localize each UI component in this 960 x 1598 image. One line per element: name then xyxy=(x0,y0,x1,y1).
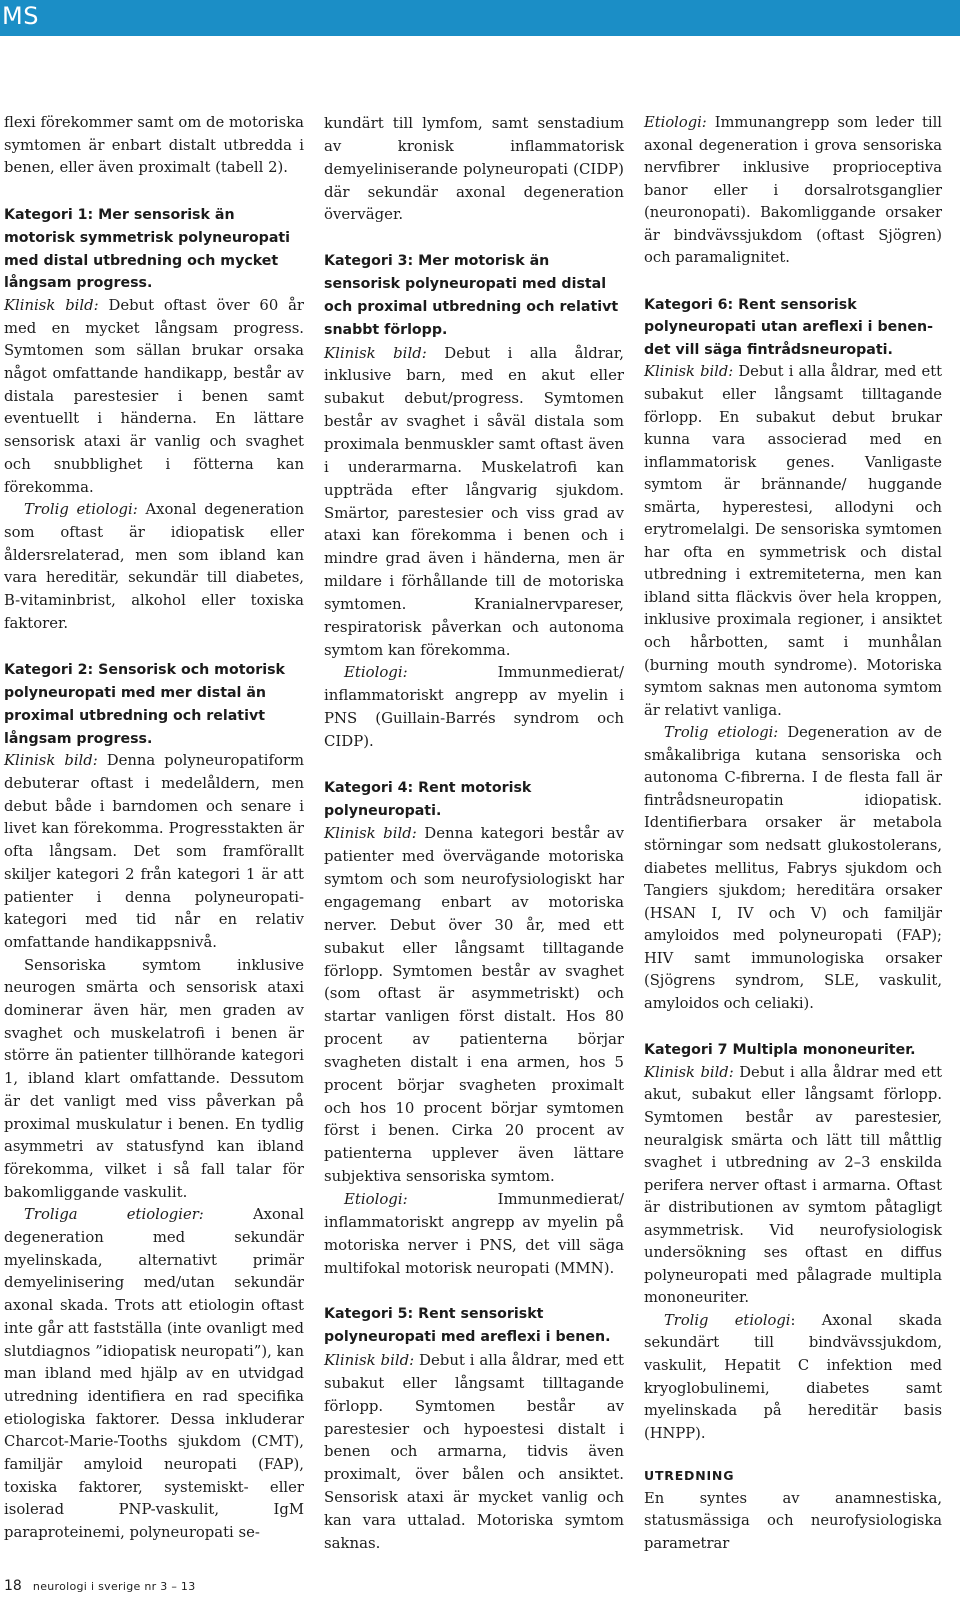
body-text: Debut oftast över 60 år med en mycket långsam progress. Symtomen som sällan brukar orsaka något omfattande handikapp, består av distala parestesier i benen samt eventuellt i händerna. En lättare sensorisk ataxi är vanlig och svaghet och snubblighet i fötterna kan förekomma. xyxy=(4,296,304,496)
heading-kategori-7: Kategori 7 Multipla mononeuriter. xyxy=(644,1042,916,1059)
paragraph-utredning: En syntes av anamnestiska, statusmässiga och neurofysiologiska parametrar xyxy=(644,1489,942,1552)
body-text: Denna polyneuropatiform debuterar oftast i medelåldern, men debut både i barndomen och senare i livet kan förekomma. Progresstakten är ofta långsam. Det som framförallt skiljer kategori 2 från kategori 1 är att patienter i denna polyneuropati-kategori med tid når en relativ omfattande handikappsnivå. xyxy=(4,752,304,951)
heading-kategori-1: Kategori 1: Mer sensorisk än motorisk symmetrisk polyneuropati med distal utbredning och mycket långsam progress. xyxy=(4,207,291,292)
label-etiologi: Troliga etiologier: xyxy=(24,1206,204,1224)
body-text: Degeneration av de småkalibriga kutana sensoriska och autonoma C-fibrerna. I de flesta fall är fintrådsneuropatin idiopatisk. Identifierbara orsaker är metabola störningar som nedsatt glukostolerans, diabetes mellitus, Fabrys sjukdom och Tangiers sjukdom; hereditära orsaker (HSAN I, IV och V) och familjär amyloidos med polyneuropati (FAP); HIV samt immunologiska orsaker (Sjögrens syndrom, SLE, vaskulit, amyloidos och celiaki). xyxy=(644,724,942,1012)
paragraph-kategori-1 xyxy=(4,295,304,499)
heading-kategori-4: Kategori 4: Rent motorisk polyneuropati. xyxy=(324,779,532,819)
paragraph-kategori-5 xyxy=(324,1349,624,1555)
paragraph-kategori-3 xyxy=(324,342,624,662)
body-text: Debut i alla åldrar, inklusive barn, med en akut eller subakut debut/progress. Symtomen består av svaghet i såväl distala som proximala benmuskler samt oftast även i underarmarna. Muskelatrofi kan uppträda efter långvarig sjukdom. Smärtor, parestesier och viss grad av ataxi kan förekomma i benen och i mindre grad även i händerna, men är mildare i förhållande till de motoriska symtomen. Kranialnervpareser, respiratorisk påverkan och autonoma symtom kan förekomma. xyxy=(324,343,624,659)
body-text: Axonal degeneration som oftast är idiopatisk eller åldersrelaterad, men som ibland kan vara hereditär, sekundär till diabetes, B-vitaminbrist, alkohol eller toxiska faktorer. xyxy=(4,501,304,632)
header-bar xyxy=(0,0,960,36)
page-footer xyxy=(4,1575,196,1594)
body-text: Debut i alla åldrar, med ett subakut eller långsamt tilltagande förlopp. En subakut debut brukar kunna vara associerad med en inflammatorisk genes. Vanligaste symtom är brännande/ huggande smärta, hyperestesi, allodyni och erytromelalgi. De sensoriska symtomen har ofta en symmetrisk och distal utbredning i extremiteterna, men kan ibland sitta fläckvis över hela kroppen, inklusive proximala regioner, i ansiktet och hårbotten, samt i munhålan (burning mouth syndrome). Motoriska symtom saknas men autonoma symtom är relativt vanliga. xyxy=(644,363,943,719)
label-etiologi: Trolig etiologi xyxy=(664,1311,791,1329)
body-text: Debut i alla åldrar med ett akut, subakut eller långsamt förlopp. Symtomen består av parestesier, neuralgisk smärta och lätt till måttlig svaghet i utbredning av 2–3 enskilda perifera nerver oftast i armarna. Oftast är distributionen av symtom påtagligt asymmetrisk. Vid neurofysiologisk undersökning ses oftast en diffus polyneuropati med pålagrade multipla mononeuriter. xyxy=(644,1063,942,1307)
body-text: Immunangrepp som leder till axonal degeneration i grova sensoriska nervfibrer inklusive proprioceptiva banor eller i dorsalrotsganglier (neuronopati). Bakomliggande orsaker är bindvävssjukdom (oftast Sjögren) och paramalignitet. xyxy=(644,114,942,267)
paragraph: flexi förekommer samt om de motoriska symtomen är enbart distalt utbredda i benen, eller även proximalt (tabell 2). xyxy=(4,114,304,177)
body-text: Axonal degeneration med sekundär myelinskada, alternativt primär demyelinisering med/utan sekundär axonal skada. Trots att etiologin oftast inte går att fastställa (inte ovanligt med slutdiagnos ”idiopatisk neuropati”), kan man ibland med hjälp av en utvidgad utredning identifiera en rad specifika etiologiska faktorer. Dessa inkluderar Charcot-Marie-Tooths sjukdom (CMT), familjär amyloid neuropati (FAP), toxiska faktorer, systemiskt- eller isolerad PNP-vaskulit, IgM paraproteinemi, polyneuropati se- xyxy=(4,1206,304,1542)
page-number: 18 xyxy=(4,1578,22,1594)
paragraph-kategori-6 xyxy=(644,361,942,722)
label-klinisk-bild: Klinisk bild: xyxy=(324,824,417,843)
paragraph-etiologi xyxy=(4,1204,304,1545)
label-klinisk-bild: Klinisk bild: xyxy=(644,363,734,381)
paragraph-kategori-4 xyxy=(324,822,624,1188)
body-text: : Axonal skada sekundärt till bindvävssjukdom, vaskulit, Hepatit C infektion med kryoglobulinemi, diabetes samt myelinskada på hereditär basis (HNPP). xyxy=(644,1311,942,1442)
paragraph: Sensoriska symtom inklusive neurogen smärta och sensorisk ataxi dominerar även här, men graden av svaghet och muskelatrofi i benen är större än patienter tillhörande kategori 1, ibland klart omfattande. Dessutom är det vanligt med viss påverkan på proximal muskulatur i benen. En tydlig asymmetri av statusfynd kan ibland förekomma, vilket i så fall talar för bakomliggande vaskulit. xyxy=(4,956,304,1201)
body-text: Immunmedierat/ inflammatoriskt angrepp av myelin i PNS (Guillain-Barrés syndrom och CIDP). xyxy=(324,663,624,750)
paragraph-kategori-7 xyxy=(644,1062,942,1310)
section-tag: MS xyxy=(2,2,39,30)
heading-kategori-3: Kategori 3: Mer motorisk än sensorisk polyneuropati med distal och proximal utbredning och relativt snabbt förlopp. xyxy=(324,253,619,338)
label-etiologi: Trolig etiologi: xyxy=(664,724,779,742)
paragraph-etiologi xyxy=(324,661,624,752)
body-text: Debut i alla åldrar, med ett subakut eller långsamt tilltagande förlopp. Symtomen består av parestesier och hypoestesi distalt i benen och armarna, tidvis även proximalt, över bålen och ansiktet. Sensorisk ataxi är mycket vanlig och kan vara uttalad. Motoriska symtom saknas. xyxy=(324,1351,624,1552)
label-etiologi: Etiologi: xyxy=(344,1189,408,1208)
label-klinisk-bild: Klinisk bild: xyxy=(4,752,98,770)
paragraph-etiologi xyxy=(324,1188,624,1279)
paragraph-etiologi xyxy=(644,1310,942,1445)
text-column-2 xyxy=(324,112,624,1555)
body-text: Denna kategori består av patienter med övervägande motoriska symtom och som neurofysiologiskt har engagemang enbart av motoriska nerver. Debut över 30 år, med ett subakut eller långsamt tilltagande förlopp. Symtomen består av svaghet (som oftast är asymmetriskt) och startar vanligen först distalt. Hos 80 procent av patienterna börjar svagheten distalt i ena armen, hos 5 procent börjar svagheten proximalt och hos 10 procent börjar symtomen först i benen. Cirka 20 procent av patienterna upplever även lättare subjektiva sensoriska symtom. xyxy=(324,824,624,1186)
label-etiologi: Trolig etiologi: xyxy=(24,501,138,519)
text-column-1 xyxy=(4,112,304,1545)
label-klinisk-bild: Klinisk bild: xyxy=(4,296,99,314)
text-column-3 xyxy=(644,112,942,1555)
heading-kategori-5: Kategori 5: Rent sensoriskt polyneuropati med areflexi i benen. xyxy=(324,1306,611,1346)
label-klinisk-bild: Klinisk bild: xyxy=(324,1351,415,1370)
paragraph-kategori-2 xyxy=(4,750,304,954)
heading-kategori-6: Kategori 6: Rent sensorisk polyneuropati utan areflexi i benen- det vill säga fintrådsneuropati. xyxy=(644,296,933,358)
paragraph: kundärt till lymfom, samt senstadium av kronisk inflammatorisk demyeliniserande polyneuropati (CIDP) där sekundär axonal degeneration överväger. xyxy=(324,114,624,224)
journal-name: neurologi i sverige nr 3 – 13 xyxy=(32,1580,196,1593)
heading-utredning: UTREDNING xyxy=(644,1468,735,1484)
label-klinisk-bild: Klinisk bild: xyxy=(324,343,427,362)
body-text: Immunmedierat/ inflammatoriskt angrepp av myelin på motoriska nerver i PNS, det vill säga multifokal motorisk neuropati (MMN). xyxy=(324,1189,624,1277)
paragraph-etiologi xyxy=(4,499,304,635)
heading-kategori-2: Kategori 2: Sensorisk och motorisk polyneuropati med mer distal än proximal utbredning och relativt långsam progress. xyxy=(4,662,285,747)
label-etiologi: Etiologi: xyxy=(644,114,707,131)
label-etiologi: Etiologi: xyxy=(344,663,408,682)
paragraph-etiologi xyxy=(644,722,942,1015)
label-klinisk-bild: Klinisk bild: xyxy=(644,1063,734,1081)
paragraph-etiologi xyxy=(644,112,942,270)
